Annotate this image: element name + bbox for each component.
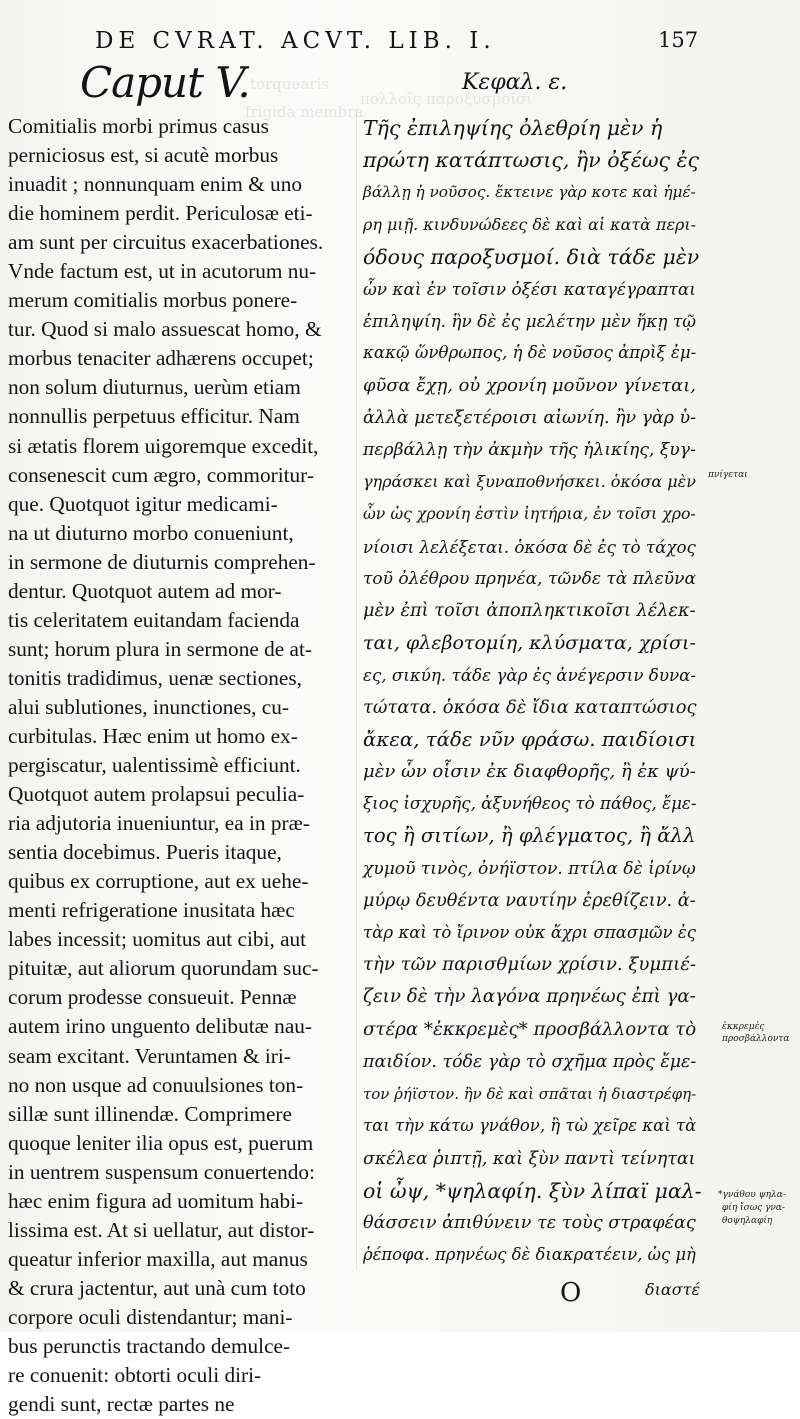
greek-text-line: ρη μιῇ. κινδυνώδεες δὲ καὶ αἱ κατὰ περι- — [363, 214, 697, 234]
latin-text-line: consenescit cum ægro, commoritur- — [8, 462, 314, 487]
latin-text-line: & crura jactentur, aut unà cum toto — [8, 1275, 306, 1300]
latin-text-line: Quotquot autem prolapsui peculia- — [8, 782, 305, 807]
greek-text-line: ται, φλεβοτομίη, κλύσματα, χρίσι- — [363, 632, 696, 655]
latin-text-line: si ætatis florem uigoremque excedit, — [8, 433, 319, 458]
margin-note: φίη ἴσως γνα- — [722, 1203, 785, 1213]
greek-text-line: ὧν ὡς χρονίη ἐστὶν ἰητήρια, ἐν τοῖσι χρο- — [363, 504, 696, 524]
latin-text-line: queatur inferior maxilla, aut manus — [8, 1246, 308, 1271]
greek-text-line: στέρα *ἐκκρεμὲς* προσβάλλοντα τὸ — [363, 1018, 697, 1040]
greek-text-line: μύρῳ δευθέντα ναυτίην ἐρεθίζειν. ἀ- — [363, 890, 696, 911]
running-head: DE CVRAT. ACVT. LIB. I. — [95, 28, 496, 54]
greek-text-line: τὰρ καὶ τὸ ἴρινον οὐκ ἄχρι σπασμῶν ἐς — [363, 923, 696, 943]
greek-text-line: τος ἢ σιτίων, ἢ φλέγματος, ἢ ἄλλ — [363, 824, 696, 848]
greek-text-line: κακῷ ὥνθρωπος, ἡ δὲ νοῦσος ἀπρὶξ ἐμ- — [363, 343, 697, 363]
greek-text-line: ἐπιληψίη. ἣν δὲ ἐς μελέτην μὲν ἥκῃ τῷ — [363, 311, 696, 332]
latin-text-line: pergiscatur, ualentissimè efficiunt. — [8, 753, 301, 778]
greek-text-line: τὴν τῶν παρισθμίων χρίσιν. ξυμπιέ- — [363, 954, 697, 976]
greek-text-line: σκέλεα ῥιπτῇ, καὶ ξὺν παντὶ τείνηται — [363, 1148, 696, 1169]
margin-note: θοψηλαφίη — [722, 1216, 773, 1226]
latin-text-line: que. Quotquot igitur medicami- — [8, 491, 278, 516]
catchword: διαστέ — [645, 1280, 701, 1299]
latin-text-line: corpore oculi distendantur; mani- — [8, 1304, 293, 1329]
latin-text-line: non solum diuturnus, uerùm etiam — [8, 375, 301, 400]
greek-chapter-heading: Κεφαλ. ε. — [462, 70, 568, 95]
latin-text-line: no non usque ad conuulsiones ton- — [8, 1072, 304, 1097]
show-through-text: torquearis — [250, 75, 329, 93]
latin-text-line: gendi sunt, rectæ partes ne — [8, 1392, 235, 1417]
greek-text-line: ἀλλὰ μετεξετέροισι αἰωνίη. ἢν γὰρ ὑ- — [363, 407, 697, 428]
latin-text-line: quoque leniter ilia opus est, puerum — [8, 1130, 314, 1155]
signature-mark: O — [560, 1278, 582, 1308]
latin-text-line: sunt; horum plura in sermone de at- — [8, 636, 313, 661]
latin-text-line: morbus tenaciter adhærens occupet; — [8, 346, 314, 371]
latin-text-line: tur. Quod si malo assuescat homo, & — [8, 317, 322, 342]
latin-text-line: hæc enim figura ad uomitum habi- — [8, 1188, 304, 1213]
greek-column — [363, 112, 703, 1271]
latin-text-line: nonnullis perpetuus efficitur. Nam — [8, 404, 300, 429]
greek-text-line: βάλλῃ ἡ νοῦσος. ἔκτεινε γὰρ κοτε καὶ ἡμέ- — [363, 183, 696, 202]
latin-text-line: perniciosus est, si acutè morbus — [8, 143, 279, 168]
greek-text-line: ξιος ἰσχυρῆς, ἀξυνήθεος τὸ πάθος, ἔμε- — [363, 794, 697, 814]
greek-text-line: οἱ ὦψ, *ψηλαφίη. ξὺν λίπαϊ μαλ- — [363, 1178, 702, 1203]
latin-text-line: ria adjutoria inueniuntur, ea in præ- — [8, 811, 310, 836]
greek-text-line: ζειν δὲ τὴν λαγόνα πρηνέως ἐπὶ γα- — [363, 986, 696, 1008]
greek-text-line: ῥέποφα. πρηνέως δὲ διακρατέειν, ὡς μὴ — [363, 1245, 696, 1265]
margin-note: πνίγεται — [708, 470, 748, 480]
latin-text-line: re conuenit: obtorti oculi diri- — [8, 1363, 262, 1388]
latin-text-line: Comitialis morbi primus casus — [8, 114, 269, 138]
latin-text-line: menti refrigeratione inusitata hæc — [8, 898, 295, 923]
latin-text-line: am sunt per circuitus exacerbationes. — [8, 230, 324, 255]
latin-text-line: autem irino unguento delibutæ nau- — [8, 1014, 313, 1039]
latin-text-line: bus perunctis tractando demulce- — [8, 1333, 291, 1358]
page-number: 157 — [658, 28, 699, 52]
greek-text-line: τοῦ ὀλέθρου πρηνέα, τῶνδε τὰ πλεῦνα — [363, 568, 696, 589]
latin-text-line: alui sublutiones, inunctiones, cu- — [8, 694, 289, 719]
greek-text-line: περβάλλῃ τὴν ἀκμὴν τῆς ἡλικίης, ξυγ- — [363, 440, 696, 461]
greek-text-line: γηράσκει καὶ ξυναποθνήσκει. ὁκόσα μὲν — [363, 472, 696, 492]
greek-text-line: Τῆς ἐπιληψίης ὀλεθρίη μὲν ἡ — [363, 116, 663, 140]
latin-text-line: na ut diuturno morbo conueniunt, — [8, 520, 294, 545]
greek-text-line: ες, σικύη. τάδε γὰρ ἐς ἀνέγερσιν δυνα- — [363, 665, 697, 686]
show-through-text: frigida membra — [245, 103, 364, 121]
latin-text-line: merum comitialis morbus ponere- — [8, 288, 298, 313]
greek-text-line: πρώτη κατάπτωσις, ἢν ὀξέως ἐς — [363, 148, 700, 173]
latin-text-line: tis celeritatem euitandam facienda — [8, 607, 300, 632]
latin-text-line: die hominem perdit. Periculosæ eti- — [8, 201, 313, 226]
margin-note: ἐκκρεμὲς — [722, 1022, 765, 1032]
greek-text-line: νίοισι λελέξεται. ὁκόσα δὲ ἐς τὸ τάχος — [363, 536, 696, 557]
greek-text-line: παιδίον. τόδε γὰρ τὸ σχῆμα πρὸς ἔμε- — [363, 1051, 697, 1072]
latin-text-line: quibus ex corruptione, aut ex uehe- — [8, 869, 309, 894]
greek-text-line: όδους παροξυσμοί. διὰ τάδε μὲν — [363, 244, 700, 269]
margin-note: προσβάλλοντα — [722, 1034, 790, 1044]
greek-text-line: μὲν ἐπὶ τοῖσι ἀποπληκτικοῖσι λέλεκ- — [363, 601, 696, 622]
greek-text-line: φῦσα ἔχῃ, οὐ χρονίη μοῦνον γίνεται, — [363, 374, 696, 396]
latin-chapter-heading: Caput V. — [80, 58, 250, 107]
greek-text-line: τώτατα. ὁκόσα δὲ ἴδια καταπτώσιος — [363, 696, 697, 718]
greek-text-line: χυμοῦ τινὸς, ὀνήϊστον. πτίλα δὲ ἰρίνῳ — [363, 858, 696, 879]
latin-text-line: tonitis tradidimus, uenæ sectiones, — [8, 665, 302, 690]
latin-text-line: in uentrem suspensum conuertendo: — [8, 1159, 315, 1184]
latin-text-line: seam excitant. Veruntamen & iri- — [8, 1043, 291, 1068]
latin-text-line: sillæ sunt illinendæ. Comprimere — [8, 1101, 292, 1126]
latin-text-line: inuadit ; nonnunquam enim & uno — [8, 172, 302, 197]
latin-text-line: curbitulas. Hæc enim ut homo ex- — [8, 723, 298, 748]
latin-text-line: pituitæ, aut aliorum quorundam suc- — [8, 956, 319, 981]
latin-text-line: corum prodesse consueuit. Pennæ — [8, 985, 297, 1010]
latin-text-line: lissima est. At si uellatur, aut distor- — [8, 1217, 315, 1242]
greek-text-line: ἄκεα, τάδε νῦν φράσω. παιδίοισι — [363, 727, 697, 751]
greek-text-line: ὧν καὶ ἐν τοῖσιν ὀξέσι καταγέγραπται — [363, 279, 696, 300]
latin-text-line: sentia docebimus. Pueris itaque, — [8, 840, 282, 865]
latin-text-line: in sermone de diuturnis comprehen- — [8, 549, 316, 574]
greek-text-line: μὲν ὧν οἷσιν ἐκ διαφθορῆς, ἢ ἐκ ψύ- — [363, 761, 696, 783]
latin-text-line: Vnde factum est, ut in acutorum nu- — [8, 259, 317, 284]
show-through-text: πολλοῖς παροξυσμοῖσι — [360, 90, 533, 108]
greek-text-line: ται τὴν κάτω γνάθον, ἢ τὼ χεῖρε καὶ τὰ — [363, 1116, 697, 1136]
greek-text-line: θάσσειν ἀπιθύνειν τε τοὺς στραφέας — [363, 1212, 696, 1233]
greek-text-line: τον ῥήϊστον. ἢν δὲ καὶ σπᾶται ἡ διαστρέφη- — [363, 1085, 697, 1104]
latin-column — [8, 112, 363, 1419]
latin-text-line: dentur. Quotquot autem ad mor- — [8, 578, 282, 603]
latin-text-line: labes incessit; uomitus aut cibi, aut — [8, 927, 307, 952]
margin-note: *γνάθου ψηλα- — [718, 1190, 786, 1200]
